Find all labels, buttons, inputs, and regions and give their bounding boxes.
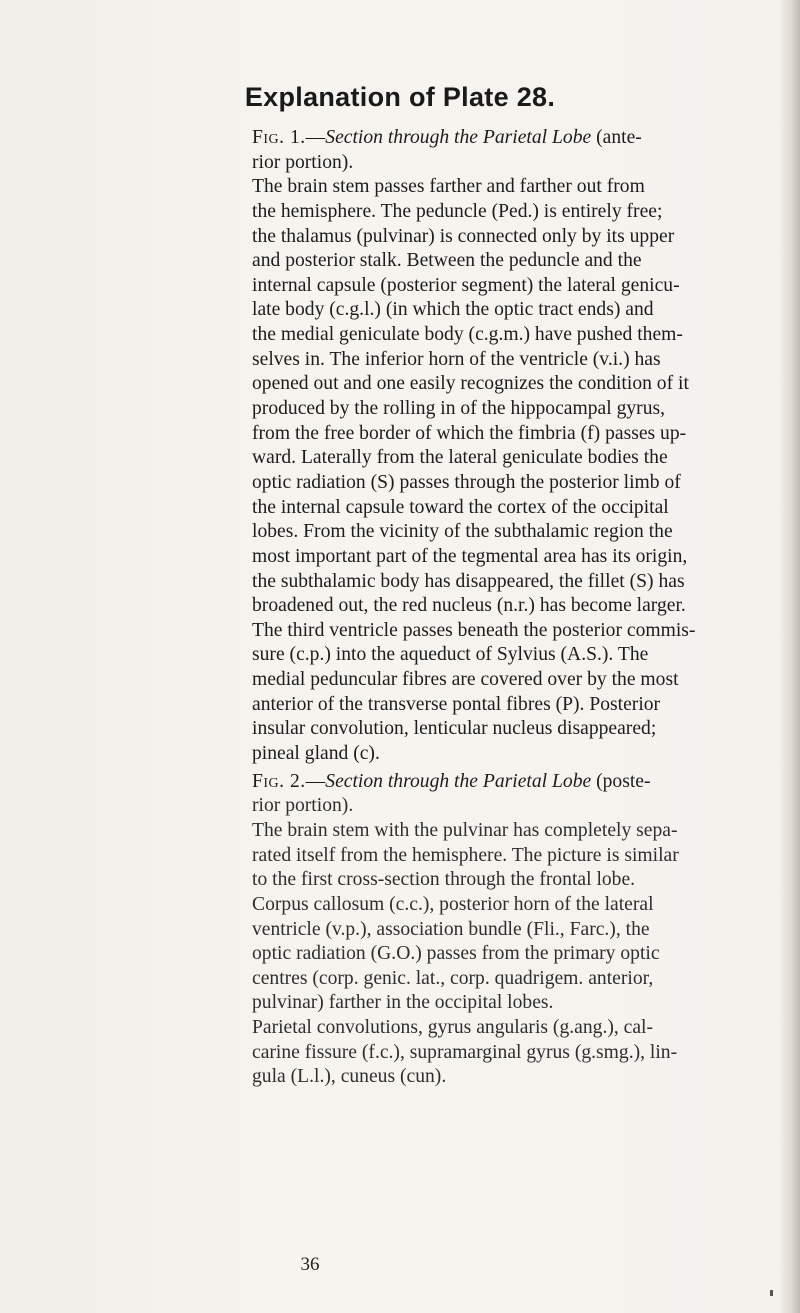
scan-mark <box>770 1290 773 1296</box>
text-line: opened out and one easily recognizes the condition of it <box>252 373 689 395</box>
text-line: lobes. From the vicinity of the subthalamic region the <box>252 521 673 543</box>
text-line: ward. Laterally from the lateral geniculate bodies the <box>252 447 668 469</box>
text-line: medial peduncular fibres are covered over by the most <box>252 669 679 691</box>
text-line: anterior of the transverse pontal fibres (P). Posterior <box>252 693 661 715</box>
text-line: internal capsule (posterior segment) the lateral genicu- <box>252 274 680 296</box>
page-edge-shadow <box>778 0 800 1313</box>
page-number: 36 <box>300 1254 320 1275</box>
text-line: sure (c.p.) into the aqueduct of Sylvius (A.S.). The <box>252 644 649 666</box>
text-line: optic radiation (S) passes through the posterior limb of <box>252 471 681 493</box>
fig2-title: Section through the Parietal Lobe <box>325 770 592 792</box>
text-line: Corpus callosum (c.c.), posterior horn of the lateral <box>252 893 654 915</box>
text-line: and posterior stalk. Between the peduncle and the <box>252 250 642 272</box>
text-line: The brain stem with the pulvinar has completely sepa- <box>252 819 678 841</box>
text-line: the subthalamic body has disappeared, the fillet (S) has <box>252 570 685 592</box>
text-line: produced by the rolling in of the hippocampal gyrus, <box>252 398 666 420</box>
text-line: rated itself from the hemisphere. The picture is similar <box>252 844 679 866</box>
text-line: the internal capsule toward the cortex of the occipital <box>252 496 669 518</box>
text-line: broadened out, the red nucleus (n.r.) has become larger. <box>252 595 686 617</box>
page-heading: Explanation of Plate 28. <box>244 82 556 112</box>
text-line: pineal gland (c). <box>252 743 380 765</box>
fig2-title-rest: (poste- <box>596 770 651 792</box>
fig1-label: Fig. 1. <box>252 127 306 148</box>
fig1-title-rest: (ante- <box>596 127 642 148</box>
text-line: selves in. The inferior horn of the ventricle (v.i.) has <box>252 348 661 370</box>
fig1-dash: — <box>305 127 326 148</box>
text-line: Parietal convolutions, gyrus angularis (g.ang.), cal- <box>252 1017 654 1039</box>
fig1-paragraph <box>252 151 698 767</box>
text-line: optic radiation (G.O.) passes from the primary optic <box>252 943 660 965</box>
text-line: ventricle (v.p.), association bundle (Fli., Farc.), the <box>252 918 650 940</box>
text-line: late body (c.g.l.) (in which the optic tract ends) and <box>252 299 654 321</box>
text-line: centres (corp. genic. lat., corp. quadrigem. anterior, <box>252 967 654 989</box>
text-line: most important part of the tegmental area has its origin, <box>252 545 688 567</box>
body-text <box>252 126 698 1090</box>
fig1-title: Section through the Parietal Lobe <box>325 127 592 148</box>
text-line: the medial geniculate body (c.g.m.) have pushed them- <box>252 324 683 346</box>
text-line: the hemisphere. The peduncle (Ped.) is entirely free; <box>252 200 663 222</box>
text-line: the thalamus (pulvinar) is connected only by its upper <box>252 225 675 247</box>
fig2-heading-line <box>252 770 698 795</box>
text-line: rior portion). <box>252 795 354 817</box>
text-line: from the free border of which the fimbria (f) passes up- <box>252 422 687 444</box>
text-line: pulvinar) farther in the occipital lobes. <box>252 992 554 1014</box>
fig2-dash: — <box>305 770 326 792</box>
text-line: insular convolution, lenticular nucleus disappeared; <box>252 718 657 740</box>
text-line: carine fissure (f.c.), supramarginal gyrus (g.smg.), lin- <box>252 1041 678 1063</box>
fig1-heading-line <box>252 126 698 151</box>
text-line: gula (L.l.), cuneus (cun). <box>252 1066 447 1088</box>
fig2-label: Fig. 2. <box>252 770 306 792</box>
fig2-paragraph <box>252 794 698 1090</box>
text-line: rior portion). <box>252 151 354 173</box>
text-line: The third ventricle passes beneath the posterior commis- <box>252 619 696 641</box>
text-line: The brain stem passes farther and farther out from <box>252 176 645 198</box>
text-line: to the first cross-section through the frontal lobe. <box>252 869 636 891</box>
